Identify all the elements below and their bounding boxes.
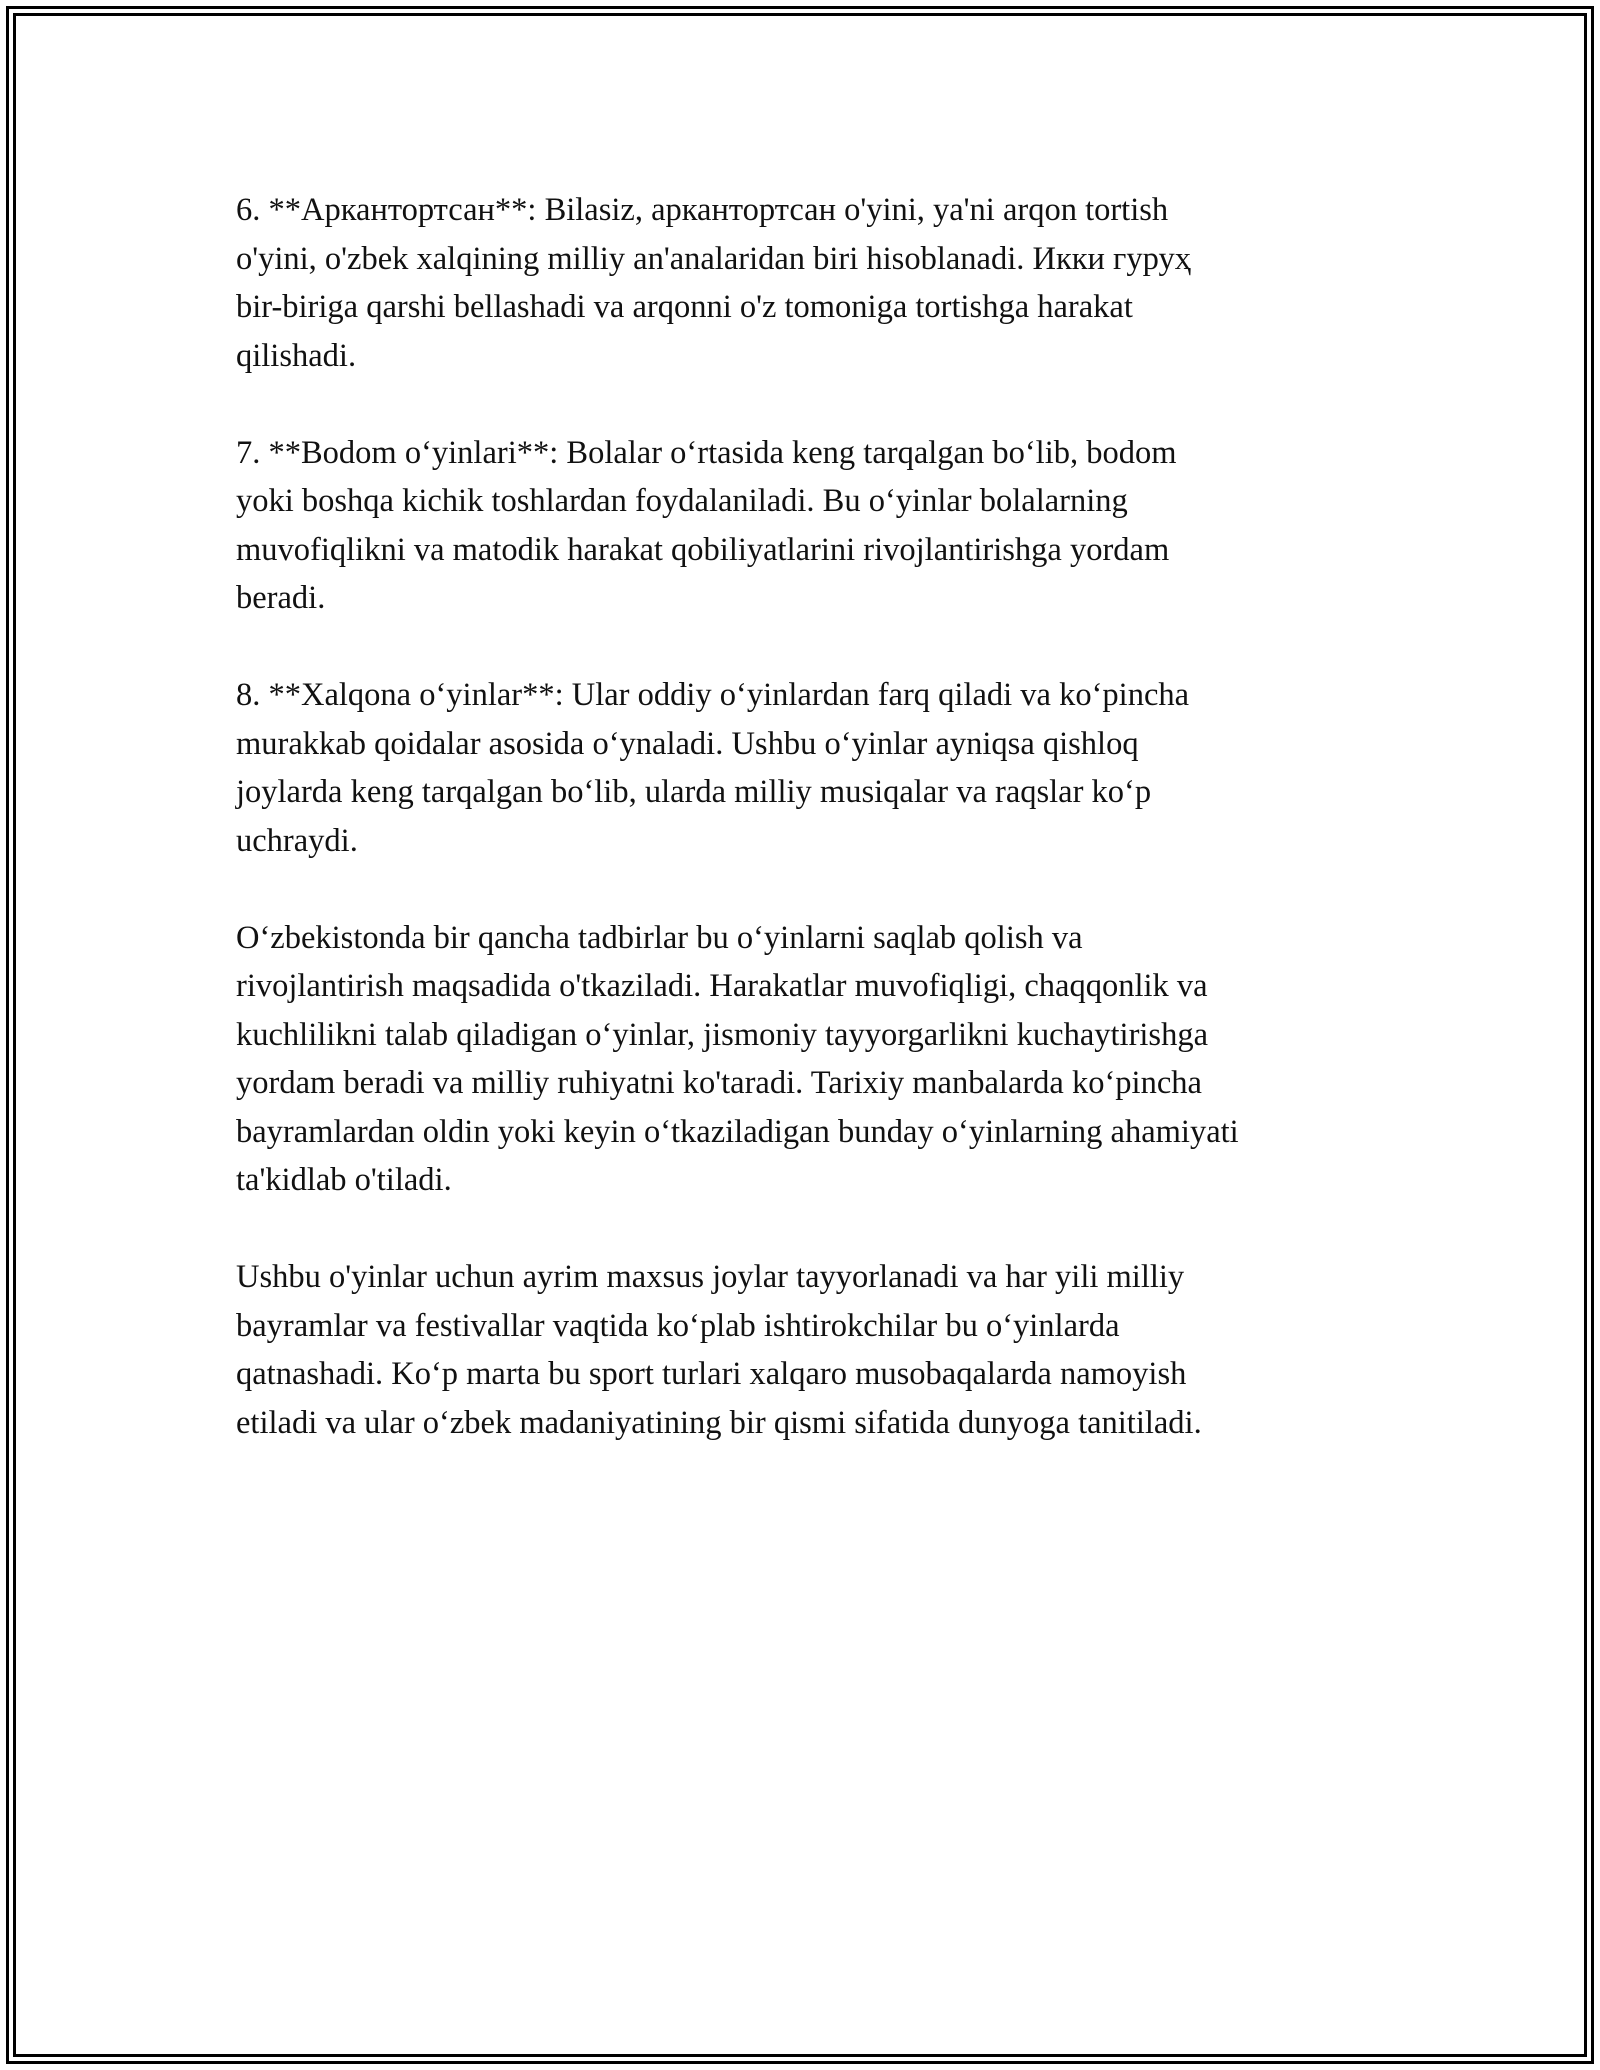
paragraph-arqon-tortish: 6. **Аркантортсан**: Bilasiz, аркантортсан o'yini, ya'ni arqon tortish o'yini, o'zbek xalqining milliy an'analaridan biri hisoblanadi. Икки гуруҳ bir-biriga qarshi bellashadi va arqonni o'z tomoniga tortishga harakat qilishadi. xyxy=(236,192,1191,374)
paragraph-bodom-oyinlari: 7. **Bodom o‘yinlari**: Bolalar o‘rtasida keng tarqalgan bo‘lib, bodom yoki boshqa kichik toshlardan foydalaniladi. Bu o‘yinlar bolalarning muvofiqlikni va matodik harakat qobiliyatlarini rivojlantirishga yordam beradi. xyxy=(236,434,1177,616)
paragraph-xalqona-oyinlar: 8. **Xalqona o‘yinlar**: Ular oddiy o‘yinlardan farq qiladi va ko‘pincha murakkab qoidalar asosida o‘ynaladi. Ushbu o‘yinlar ayniqsa qishloq joylarda keng tarqalgan bo‘lib, ularda milliy musiqalar va raqslar ko‘p uchraydi. xyxy=(236,677,1190,859)
paragraph-festivals: Ushbu o'yinlar uchun ayrim maxsus joylar tayyorlanadi va har yili milliy bayramlar va festivallar vaqtida ko‘plab ishtirokchilar bu o‘yinlarda qatnashadi. Ko‘p marta bu sport turlari xalqaro musobaqalarda namoyish etiladi va ular o‘zbek madaniyatining bir qismi sifatida dunyoga tanitiladi. xyxy=(236,1259,1202,1441)
document-body xyxy=(236,186,1386,1496)
paragraph-preservation: O‘zbekistonda bir qancha tadbirlar bu o‘yinlarni saqlab qolish va rivojlantirish maqsadida o'tkaziladi. Harakatlar muvofiqligi, chaqqonlik va kuchlilikni talab qiladigan o‘yinlar, jismoniy tayyorgarlikni kuchaytirishga yordam beradi va milliy ruhiyatni ko'taradi. Tarixiy manbalarda ko‘pincha bayramlardan oldin yoki keyin o‘tkaziladigan bunday o‘yinlarning ahamiyati ta'kidlab o'tiladi. xyxy=(236,919,1239,1198)
